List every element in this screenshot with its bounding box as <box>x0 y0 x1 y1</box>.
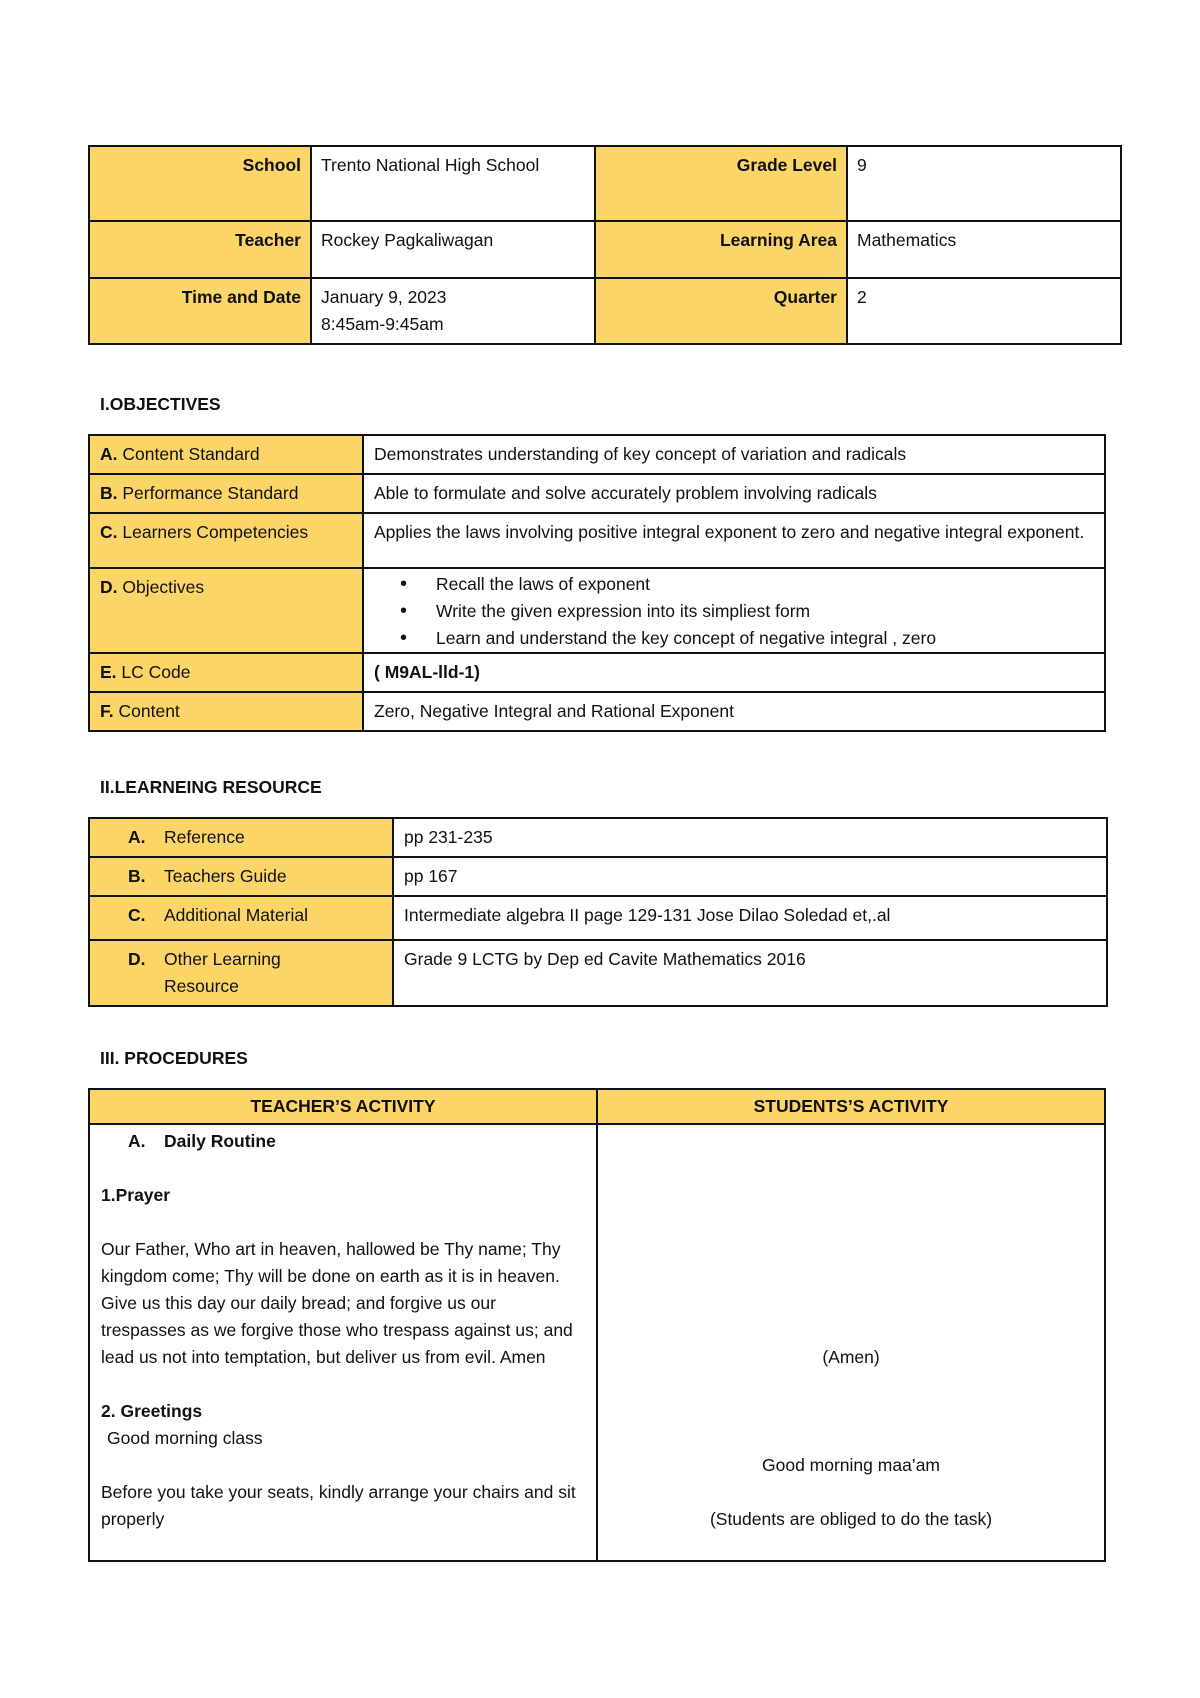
greeting-text: Good morning class <box>107 1428 263 1448</box>
objective-bullets <box>363 568 1105 653</box>
quarter-value: 2 <box>847 278 1121 344</box>
objective-label: F. Content <box>89 692 363 731</box>
teacher-label: Teacher <box>89 221 311 278</box>
learning-area-label: Learning Area <box>595 221 847 278</box>
prayer-response: (Amen) <box>822 1347 880 1367</box>
procedures-heading: III. PROCEDURES <box>100 1048 248 1068</box>
objective-value: ( M9AL-lld-1) <box>363 653 1105 692</box>
school-label: School <box>89 146 311 221</box>
grade-level-value: 9 <box>847 146 1121 221</box>
resources-heading: II.LEARNEING RESOURCE <box>100 777 322 797</box>
teacher-value: Rockey Pagkaliwagan <box>311 221 595 278</box>
resources-table <box>88 817 1108 1007</box>
seats-response: (Students are obliged to do the task) <box>709 1509 993 1529</box>
list-item: • Learn and understand the key concept of negative integral , zero <box>436 625 1094 652</box>
quarter-label: Quarter <box>595 278 847 344</box>
grade-level-label: Grade Level <box>595 146 847 221</box>
objective-value: Applies the laws involving positive integral exponent to zero and negative integral exponent. <box>363 513 1105 568</box>
teacher-activity-header: TEACHER’S ACTIVITY <box>89 1089 597 1124</box>
objective-label: C. Learners Competencies <box>89 513 363 568</box>
objective-value: Demonstrates understanding of key concept of variation and radicals <box>363 435 1105 474</box>
objective-label: B. Performance Standard <box>89 474 363 513</box>
greetings-title: 2. Greetings <box>101 1401 203 1421</box>
date-text: January 9, 2023 <box>321 287 447 307</box>
list-item: • Recall the laws of exponent <box>436 571 1094 598</box>
teacher-activity-cell <box>89 1124 597 1561</box>
objective-value: Able to formulate and solve accurately problem involving radicals <box>363 474 1105 513</box>
resource-label: C. Additional Material <box>89 896 393 940</box>
resource-value: Grade 9 LCTG by Dep ed Cavite Mathematics 2016 <box>393 940 1107 1006</box>
objective-value: Zero, Negative Integral and Rational Exponent <box>363 692 1105 731</box>
student-activity-cell <box>597 1124 1105 1561</box>
time-date-value <box>311 278 595 344</box>
list-item: • Write the given expression into its simpliest form <box>436 598 1094 625</box>
resource-label: A. Reference <box>89 818 393 857</box>
header-table <box>88 145 1122 345</box>
routine-title: A. Daily Routine <box>128 1131 276 1151</box>
resource-value: Intermediate algebra II page 129-131 Jose Dilao Soledad et,.al <box>393 896 1107 940</box>
school-value: Trento National High School <box>311 146 595 221</box>
resource-value: pp 167 <box>393 857 1107 896</box>
student-activity-header: STUDENTS’S ACTIVITY <box>597 1089 1105 1124</box>
seats-text: Before you take your seats, kindly arrange your chairs and sit properly <box>101 1482 576 1529</box>
resource-label: D. Other Learning Resource <box>89 940 393 1006</box>
objectives-heading: I.OBJECTIVES <box>100 394 221 414</box>
prayer-title: 1.Prayer <box>101 1185 171 1205</box>
learning-area-value: Mathematics <box>847 221 1121 278</box>
resource-value: pp 231-235 <box>393 818 1107 857</box>
prayer-text: Our Father, Who art in heaven, hallowed be Thy name; Thy kingdom come; Thy will be done on earth as it is in heaven. Give us this day our daily bread; and forgive us our trespasses as we forgive those who trespass against us; and lead us not into temptation, but deliver us from evil. Amen <box>101 1239 573 1367</box>
objectives-table <box>88 434 1106 732</box>
resource-label: B. Teachers Guide <box>89 857 393 896</box>
objective-label: E. LC Code <box>89 653 363 692</box>
procedures-table <box>88 1088 1106 1562</box>
greeting-response: Good morning maa’am <box>762 1455 940 1475</box>
objective-label: D. Objectives <box>89 568 363 653</box>
objective-label: A. Content Standard <box>89 435 363 474</box>
time-text: 8:45am-9:45am <box>321 314 444 334</box>
time-date-label: Time and Date <box>89 278 311 344</box>
